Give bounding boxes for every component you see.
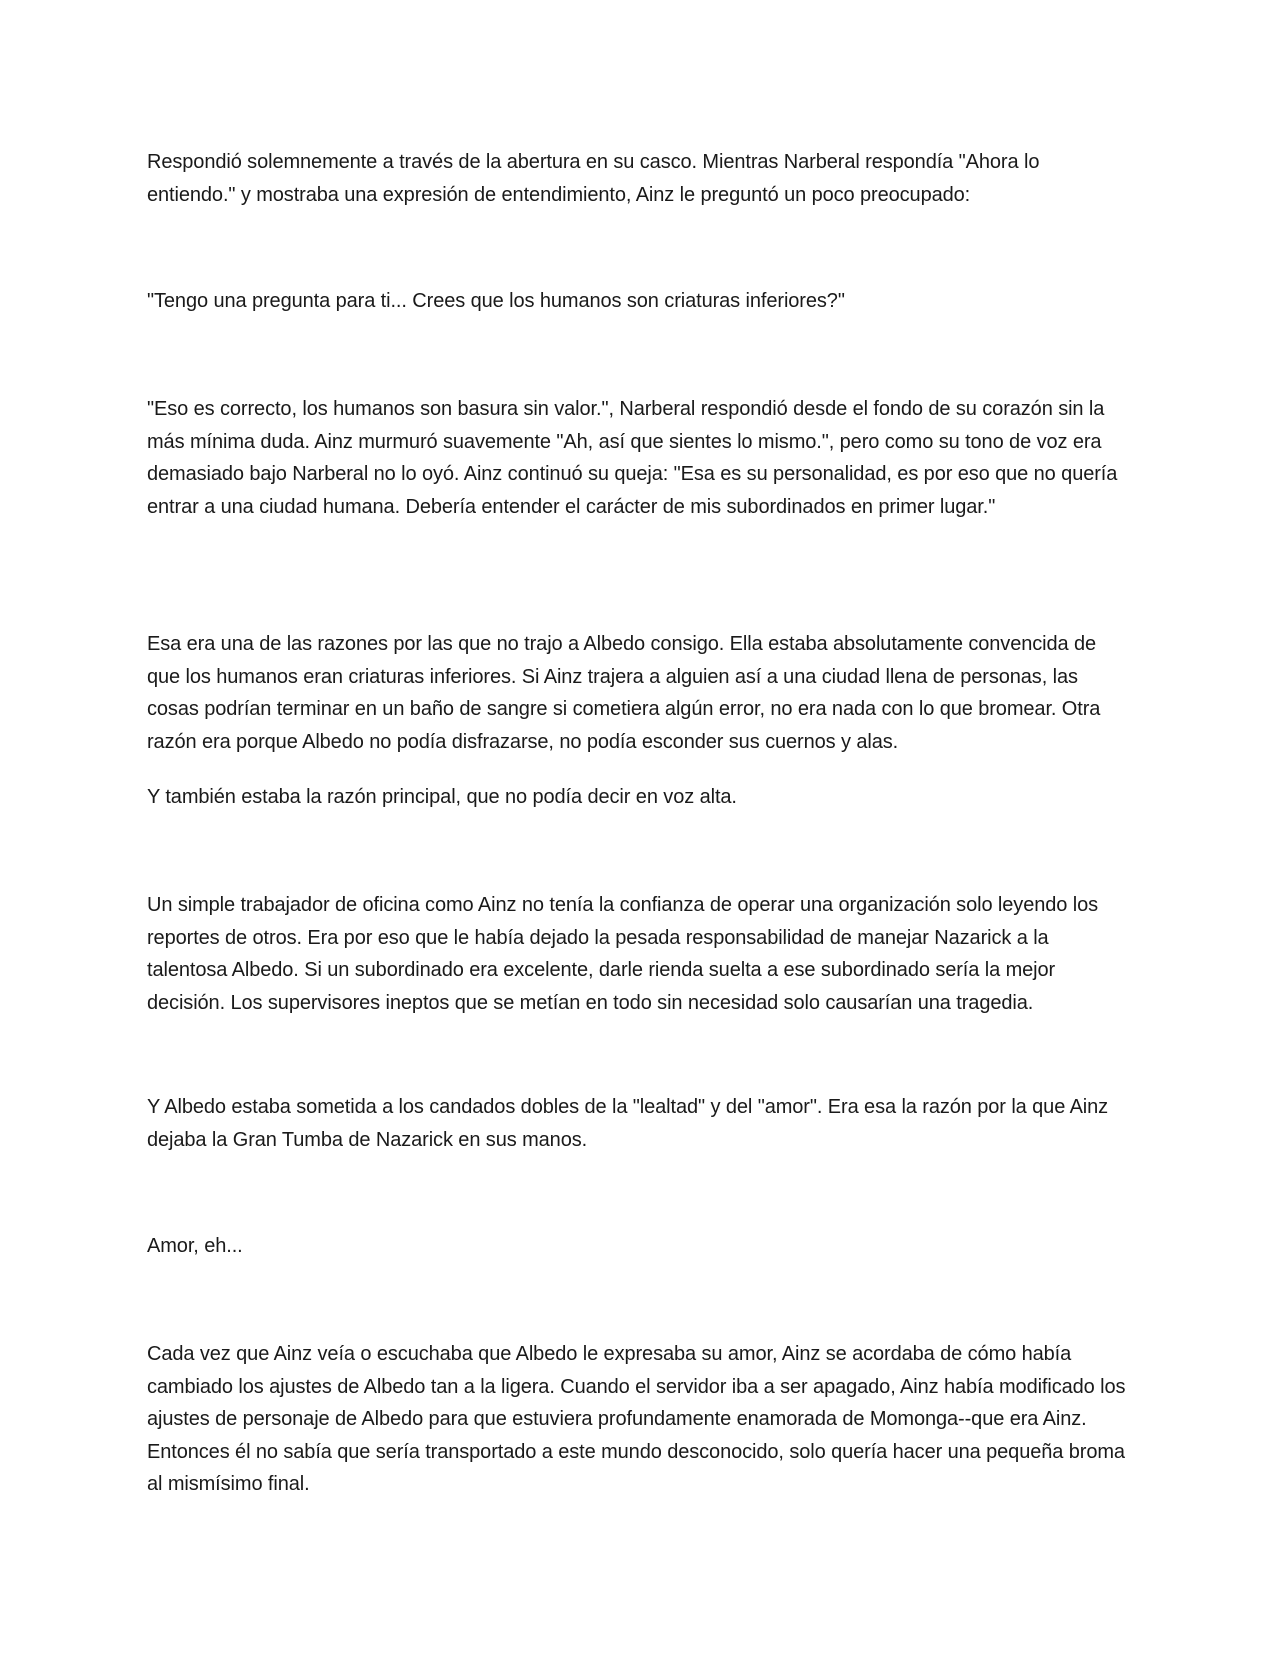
paragraph-5: Y también estaba la razón principal, que no podía decir en voz alta. <box>147 786 737 808</box>
paragraph-9: Cada vez que Ainz veía o escuchaba que Albedo le expresaba su amor, Ainz se acordaba de cómo había cambiado los ajustes de Albedo tan a la ligera. Cuando el servidor iba a ser apagado, Ainz había modificado los ajustes de personaje de Albedo para que estuviera profundamente enamorada de Momonga--que era Ainz. Entonces él no sabía que sería transportado a este mundo desconocido, solo quería hacer una pequeña broma al mismísimo final. <box>147 1343 1126 1495</box>
paragraph-1: Respondió solemnemente a través de la abertura en su casco. Mientras Narberal respondía "Ahora lo entiendo." y mostraba una expresión de entendimiento, Ainz le preguntó un poco preocupado: <box>147 151 1040 206</box>
paragraph-4: Esa era una de las razones por las que no trajo a Albedo consigo. Ella estaba absolutamente convencida de que los humanos eran criaturas inferiores. Si Ainz trajera a alguien así a una ciudad llena de personas, las cosas podrían terminar en un baño de sangre si cometiera algún error, no era nada con lo que bromear. Otra razón era porque Albedo no podía disfrazarse, no podía esconder sus cuernos y alas. <box>147 633 1101 753</box>
paragraph-3: "Eso es correcto, los humanos son basura sin valor.", Narberal respondió desde el fondo de su corazón sin la más mínima duda. Ainz murmuró suavemente "Ah, así que sientes lo mismo.", pero como su tono de voz era demasiado bajo Narberal no lo oyó. Ainz continuó su queja: "Esa es su personalidad, es por eso que no quería entrar a una ciudad humana. Debería entender el carácter de mis subordinados en primer lugar." <box>147 398 1118 518</box>
paragraph-8: Amor, eh... <box>147 1235 243 1257</box>
paragraph-6: Un simple trabajador de oficina como Ainz no tenía la confianza de operar una organización solo leyendo los reportes de otros. Era por eso que le había dejado la pesada responsabilidad de manejar Nazarick a la talentosa Albedo. Si un subordinado era excelente, darle rienda suelta a ese subordinado sería la mejor decisión. Los supervisores ineptos que se metían en todo sin necesidad solo causarían una tragedia. <box>147 894 1099 1014</box>
document-page <box>147 0 1132 1657</box>
paragraph-7: Y Albedo estaba sometida a los candados dobles de la "lealtad" y del "amor". Era esa la razón por la que Ainz dejaba la Gran Tumba de Nazarick en sus manos. <box>147 1096 1109 1151</box>
paragraph-2: "Tengo una pregunta para ti... Crees que los humanos son criaturas inferiores?" <box>147 290 845 312</box>
